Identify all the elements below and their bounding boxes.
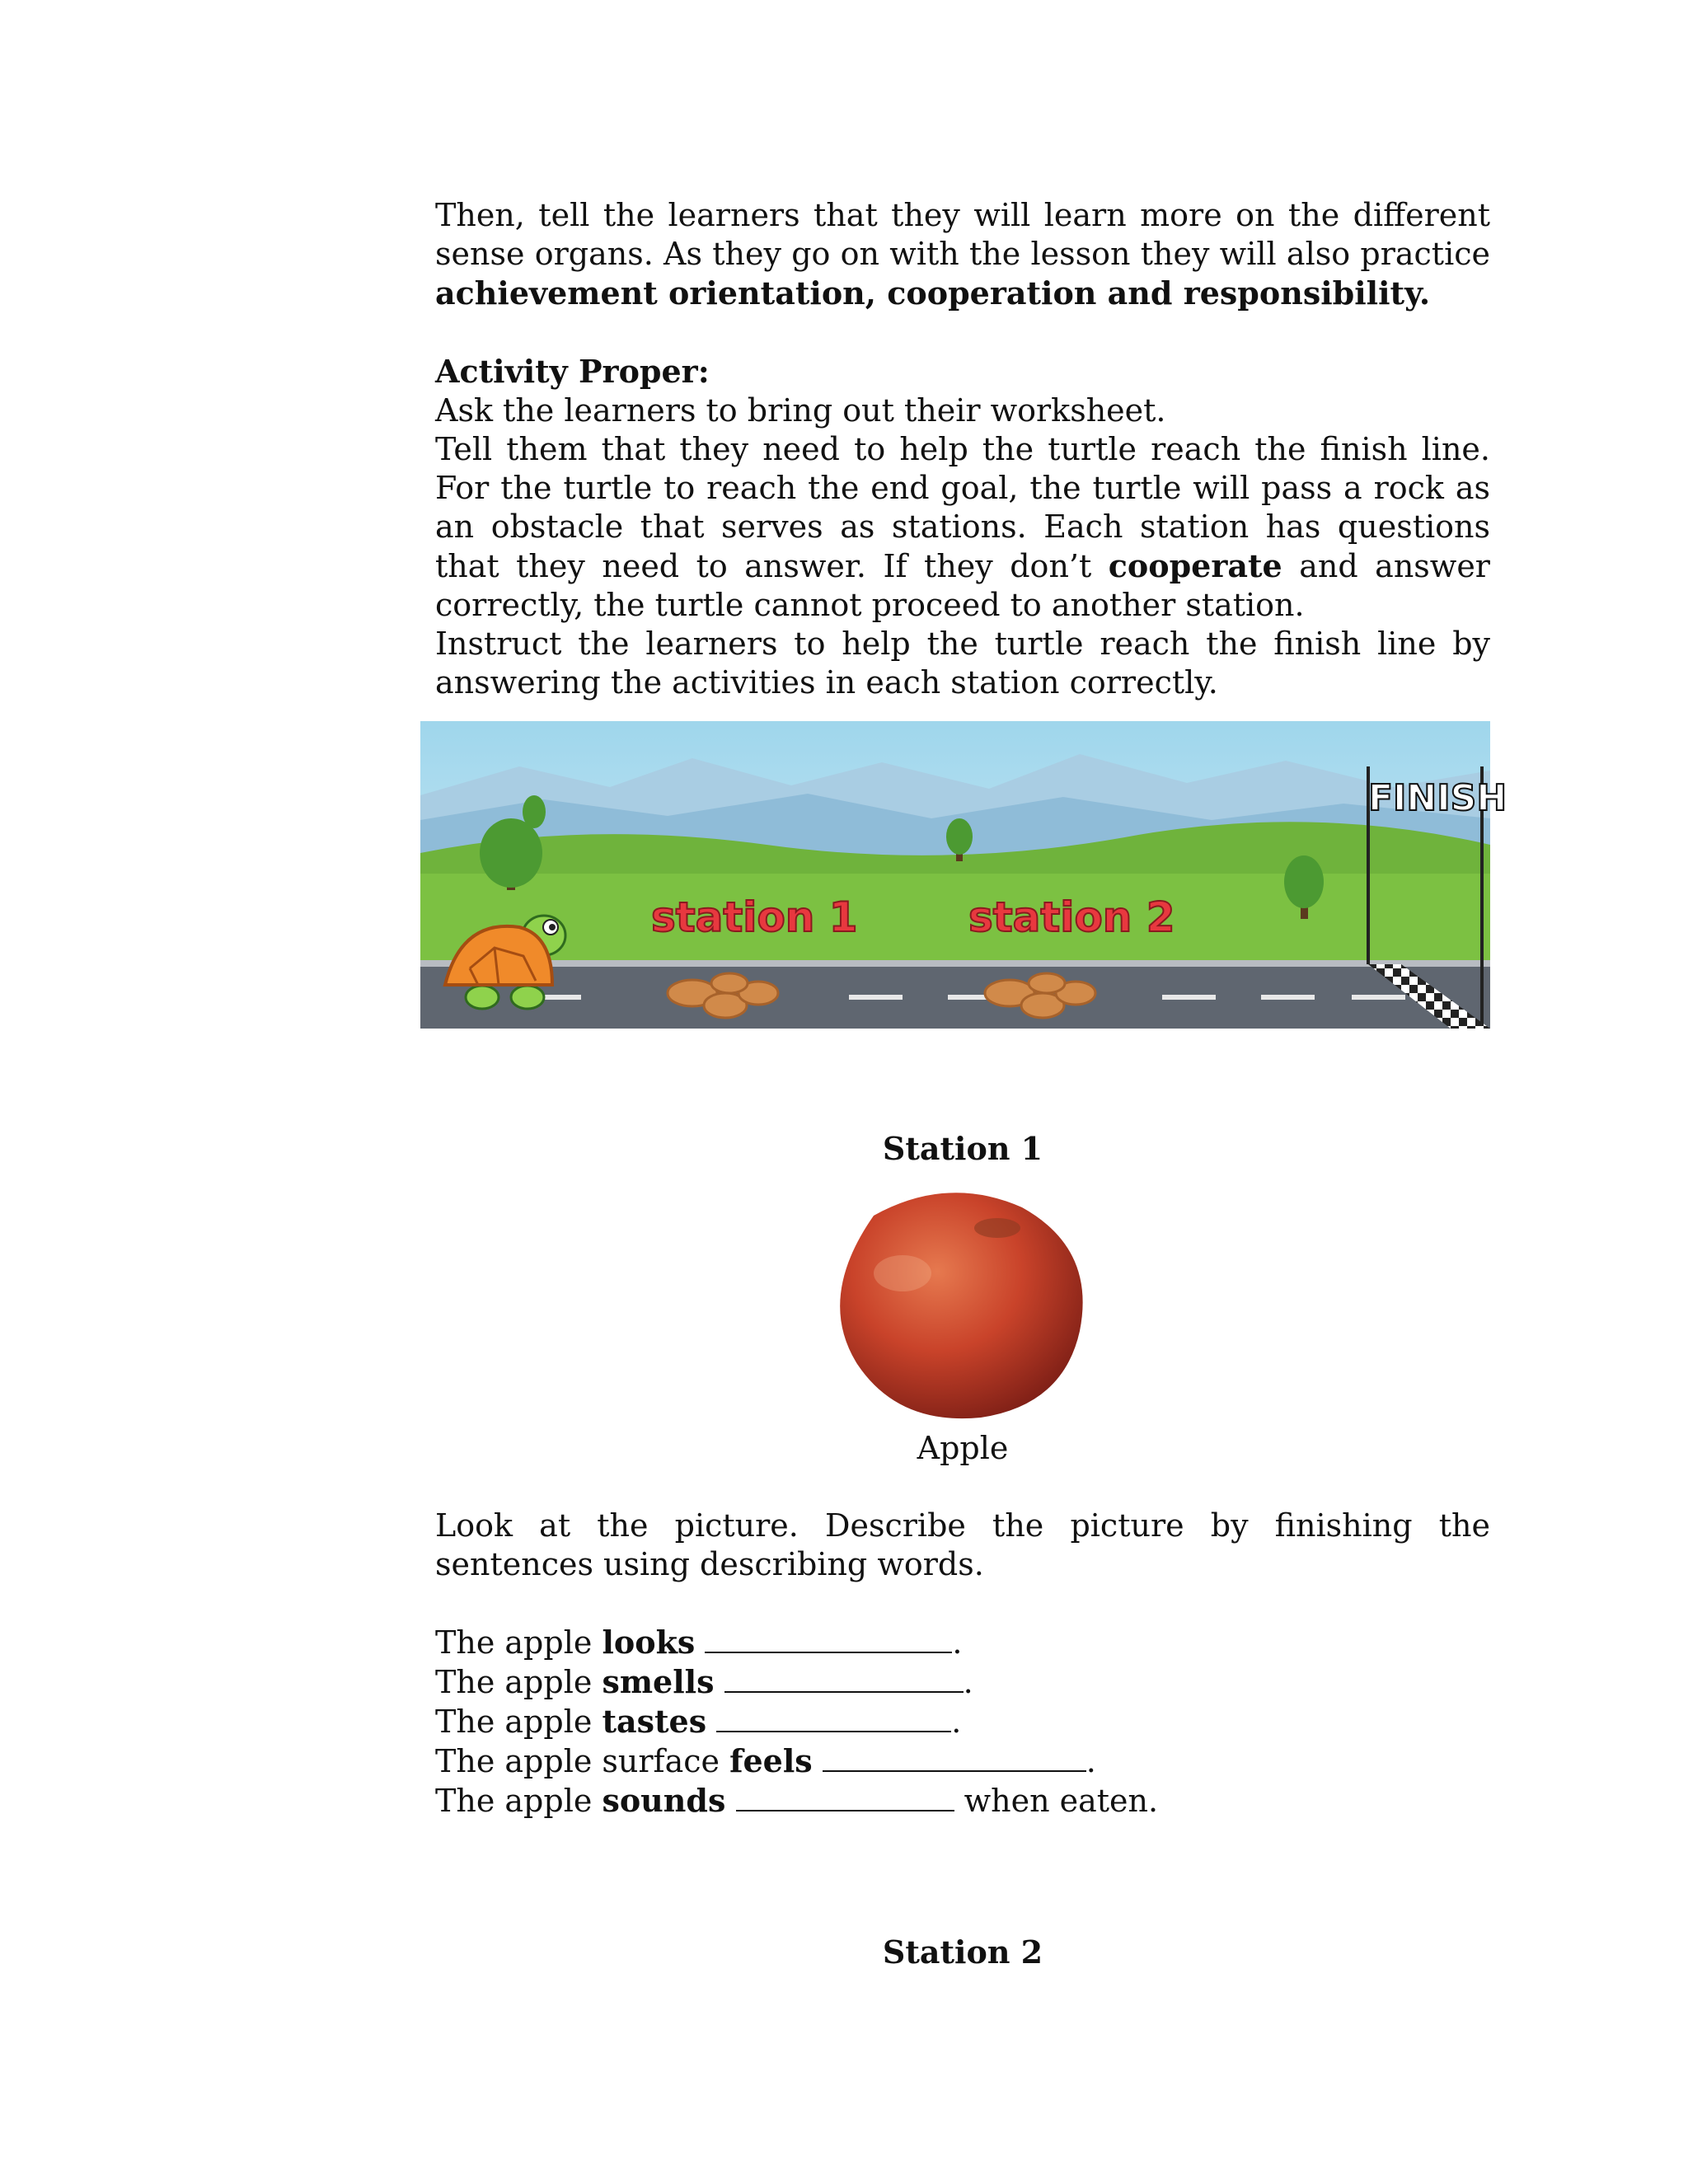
intro-paragraph <box>435 196 1490 313</box>
values-text: achievement orientation, cooperation and responsibility. <box>435 274 1431 312</box>
answer-blank[interactable] <box>724 1663 964 1693</box>
answer-blank[interactable] <box>736 1782 954 1811</box>
station-1-questions <box>435 1507 1490 1821</box>
station-1-label: station 1 <box>651 893 858 941</box>
sentence-sounds: The apple sounds when eaten. <box>435 1782 1159 1819</box>
grass <box>420 874 1490 964</box>
document-body <box>435 196 1490 702</box>
sentence-feels: The apple surface feels . <box>435 1742 1096 1779</box>
sentence-tastes: The apple tastes . <box>435 1703 962 1740</box>
sentence-looks: The apple looks . <box>435 1624 963 1661</box>
apple-caption: Apple <box>917 1430 1009 1466</box>
activity-instruction-3: Instruct the learners to help the turtle reach the finish line by answering the activities in each station correctly. <box>435 626 1490 701</box>
turtle-race-illustration <box>420 721 1507 1029</box>
activity-instruction-2: Tell them that they need to help the turtle reach the finish line. For the turtle to reach the end goal, the turtle will pass a rock as an obstacle that serves as stations. Each station has questions that they need to answer. If they don’t cooperate and answer correctly, the turtle cannot proceed to another station. <box>435 431 1490 623</box>
activity-heading: Activity Proper: <box>435 353 710 390</box>
station-1-instructions: Look at the picture. Describe the picture by finishing the sentences using describing words. <box>435 1507 1490 1582</box>
apple-image <box>824 1183 1096 1422</box>
activity-instruction-1: Ask the learners to bring out their worksheet. <box>435 392 1166 429</box>
answer-blank[interactable] <box>716 1703 951 1732</box>
sentence-smells: The apple smells . <box>435 1663 973 1700</box>
finish-label: FINISH <box>1368 777 1507 819</box>
answer-blank[interactable] <box>705 1624 952 1653</box>
station-1-title: Station 1 <box>882 1130 1043 1167</box>
intro-text: Then, tell the learners that they will learn more on the different sense organs. As they go on with the lesson they will also practice <box>435 197 1490 272</box>
cooperate-word: cooperate <box>1108 547 1282 584</box>
station-2-title: Station 2 <box>882 1933 1043 1971</box>
station-2-label: station 2 <box>968 893 1175 941</box>
answer-blank[interactable] <box>823 1742 1086 1772</box>
